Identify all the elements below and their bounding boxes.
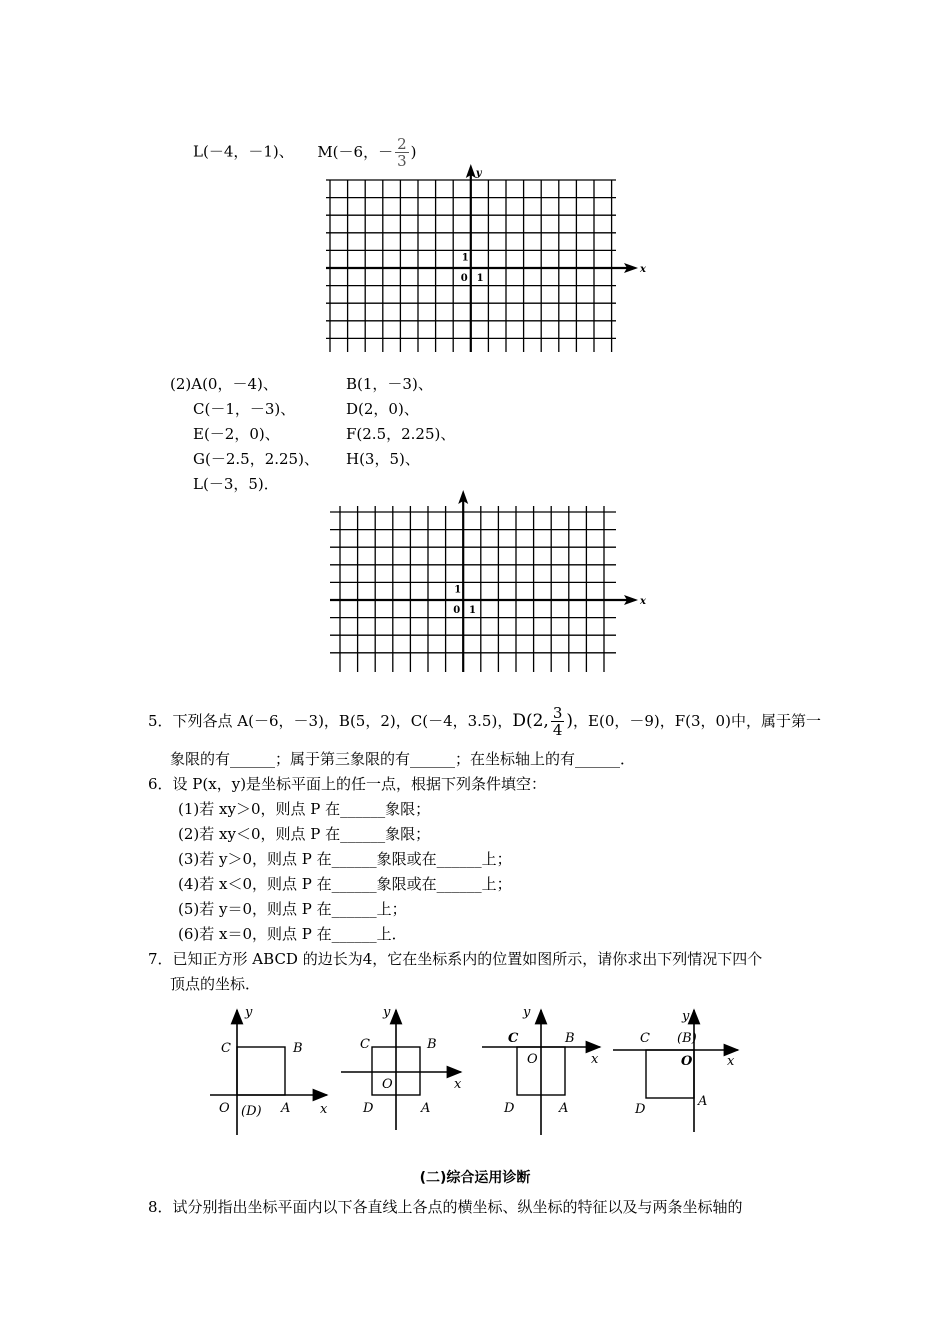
q6-stem: 6．设 P(x，y)是坐标平面上的任一点，根据下列条件填空： [148,775,547,793]
svg-text:x: x [454,1077,462,1092]
svg-text:C: C [508,1031,519,1046]
svg-text:B: B [293,1041,303,1056]
svg-text:x: x [320,1102,328,1117]
square-figure-4 [613,1009,738,1132]
unit-y-label: 1 [461,252,469,264]
x-axis-label: x [640,596,646,607]
coordinate-grid-1 [326,168,646,357]
svg-text:D: D [363,1101,374,1116]
svg-text:O: O [681,1054,693,1069]
square-figure-1 [210,1005,328,1135]
svg-text:(D): (D) [241,1104,262,1119]
square-figure-2 [341,1005,462,1130]
q6-item-5: (5)若 y＝0，则点 P 在______上； [178,900,407,918]
svg-text:(B): (B) [677,1031,697,1046]
q7-line1: 7．已知正方形 ABCD 的边长为4，它在坐标系内的位置如图所示，请你求出下列情况下四个 [148,950,763,968]
x-axis-label: x [640,264,646,275]
svg-text:O: O [219,1101,230,1116]
point-M: M(－6，－ $\frac{2}{3}$ ) [317,135,417,170]
point-L: L(－4，－1)、 [193,142,294,161]
point-D: D(2, $\frac{3}{4}$ ) [512,704,574,739]
fraction-2-3: $\frac{2}{3}$ [397,135,407,170]
q7-line2: 顶点的坐标． [170,975,261,993]
svg-text:y: y [682,1009,690,1024]
svg-text:C: C [360,1037,370,1052]
q5-line2: 象限的有______；属于第三象限的有______；在坐标轴上的有______． [170,750,636,768]
svg-text:A: A [421,1101,431,1116]
svg-text:y: y [523,1005,531,1020]
svg-text:x: x [591,1052,599,1067]
q5-line1: 5．下列各点 A(－6，－3)，B(5，2)，C(－4，3.5)，D(2, $\frac{3}{4}$ )，E(0，－9)，F(3，0)中，属于第一 [148,704,821,739]
unit-x-label: 1 [476,273,484,284]
svg-text:A: A [281,1101,291,1116]
svg-text:O: O [527,1052,538,1067]
svg-text:y: y [383,1005,391,1020]
svg-text:C: C [221,1041,231,1056]
q6-item-6: (6)若 x＝0，则点 P 在______上． [178,925,407,943]
y-axis-label: y [475,168,482,179]
unit-y-label: 1 [454,584,462,596]
svg-text:A: A [559,1101,569,1116]
q4-part1-line [193,136,417,169]
coordinate-grid-2 [326,500,646,680]
svg-text:O: O [382,1077,393,1092]
q6-item-2: (2)若 xy＜0，则点 P 在______象限； [178,825,431,843]
origin-label: 0 [453,605,461,616]
unit-x-label: 1 [469,605,476,616]
q8-line1: 8．试分别指出坐标平面内以下各直线上各点的横坐标、纵坐标的特征以及与两条坐标轴的 [148,1198,743,1216]
svg-text:D: D [635,1102,646,1117]
svg-text:A: A [698,1094,708,1109]
q6-item-3: (3)若 y＞0，则点 P 在______象限或在______上； [178,850,512,868]
square-figures [195,1000,755,1145]
section-title: (二)综合运用诊断 [419,1170,531,1186]
svg-text:y: y [245,1005,253,1020]
square-figure-3 [482,1005,600,1135]
q6-item-4: (4)若 x＜0，则点 P 在______象限或在______上； [178,875,512,893]
svg-text:B: B [427,1037,437,1052]
svg-text:C: C [640,1031,650,1046]
svg-text:B: B [565,1031,575,1046]
q6-item-1: (1)若 xy＞0，则点 P 在______象限； [178,800,431,818]
origin-label: 0 [460,273,468,284]
svg-text:D: D [504,1101,515,1116]
svg-text:x: x [727,1054,735,1069]
